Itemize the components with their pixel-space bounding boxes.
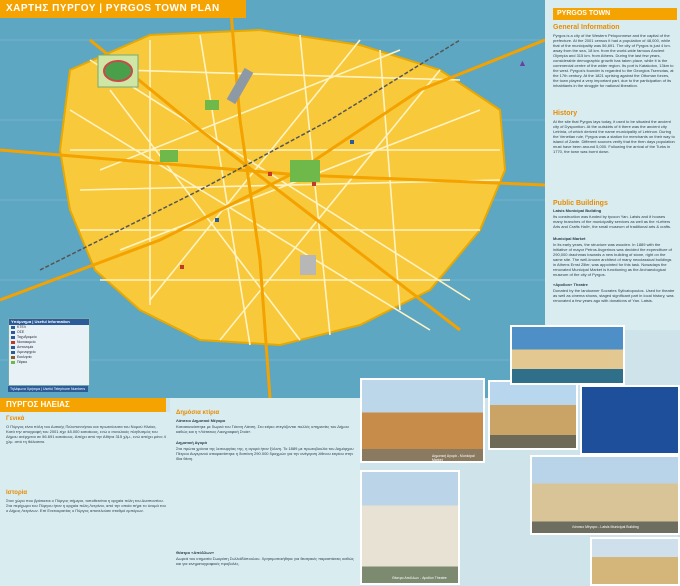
dimosia-sub1: Λάτσειο Δημοτικό Μέγαρο bbox=[176, 418, 226, 423]
genika-title: Γενικά bbox=[6, 416, 25, 422]
dimosia-title: Δημόσια κτίρια bbox=[176, 410, 220, 416]
north-arrow-icon: ▲ bbox=[518, 58, 527, 68]
photo-night-view bbox=[580, 385, 680, 455]
map-legend bbox=[8, 318, 90, 386]
istoria-text: Στον χώρο που βρίσκεται ο Πύργος σήμερα, τοποθετείται η αρχαία πόλη του Δυσποντίου. Στα περίχωρα του Πύργου ήταν η αρχαία πόλη Λετρίνοι, από την οποία πήρε το όνομά του ο Δήμος Λετρίνων. Επί Ενετοκρατίας ο Πύργος αποτελούσε σταθμό εμπόρων. bbox=[6, 498, 166, 513]
photo-apollon-theatre bbox=[360, 470, 460, 585]
market-text: In its early years, the structure was wooden. In 1889 with the initiative of mayor Petros Avgerinos was decided the expenditure of 290,000 drachmas towards a new building of stone, right on the same site. The well-known architect of many neoclassical buildings in Athens Ernst Ziller, was appointed for this task. Nowadays the renovated Municipal Market is functioning as the Archaeological museum of the city of Pyrgos. bbox=[553, 242, 672, 277]
dimosia-sub2: Δημοτική Αγορά bbox=[176, 440, 207, 445]
dimosia-text3: Δωρεά του κτηματία Σωκράτη Συλλαϊδόπουλου. Χρησιμοποιήθηκε για θεατρικές παραστάσεις καθώς και για κινηματογραφικές προβολές. bbox=[176, 556, 354, 566]
photo-caption: Θέατρο Απόλλων - Apollon Theatre bbox=[392, 576, 447, 580]
photo-municipal-market bbox=[360, 378, 485, 463]
photo-town-view bbox=[510, 325, 625, 385]
hospital-icon bbox=[11, 341, 15, 344]
map-title: ΧΑΡΤΗΣ ΠΥΡΓΟΥ | PYRGOS TOWN PLAN bbox=[0, 0, 246, 18]
genika-text: Ο Πύργος είναι πόλη του Δυτικής Πελοποννήσου και πρωτεύουσα του Νομού Ηλείας. Κατά την απογραφή του 2001 είχε 48.000 κατοίκους, ενώ ο συνολικός πληθυσμός του Δήμου ανέρχεται σε 56.691 κατοίκους. Απέχει από την Αθήνα 315 χλμ., ενώ απέχει μόνο 4 χλμ. από τη θάλασσα. bbox=[6, 424, 166, 444]
apollon-text: Donated by the landowner Socrates Sylivatopoulos. Used for theatre as well as cinema shows, staged significant part in local history, was renovated a few years ago with donations of Yan. Latsis. bbox=[553, 288, 675, 303]
legend-header: Υπόμνημα | Useful Information bbox=[9, 319, 89, 325]
photo-building-6 bbox=[590, 537, 680, 586]
telephone-box bbox=[8, 386, 88, 396]
latsis-subtitle: Latsis Municipal Building bbox=[553, 208, 602, 213]
post-icon bbox=[11, 336, 15, 339]
history-text: At the site that Pyrgos lays today, it used to be situated the ancient city of Dyspontion. At the outskirts of it there was the ancient city Letrinia, of which derived the name municipality of Letrinon. During the Venetian rule, Pyrgos was a station for merchants on their way to island of Zante. Different sources verify that the then days population must have been around 5,000. Following the arrival of the Turks in 1770, the town was burnt down. bbox=[553, 119, 675, 154]
port-icon bbox=[11, 351, 15, 354]
church-icon bbox=[11, 356, 15, 359]
dimosia-text1: Κατασκευάστηκε με δωρεά του Γιάννη Λάτση. Στο κτίριο στεγάζονται πολλές υπηρεσίες του Δήμου καθώς και η «Λάτσειος Λαογραφική Στοά». bbox=[176, 424, 349, 434]
photo-caption: Λάτσειο Μέγαρο - Latsis Municipal Building bbox=[572, 525, 639, 529]
legend-item: Λιμεναρχείο bbox=[9, 350, 89, 355]
legend-item: Πάρκο bbox=[9, 360, 89, 365]
general-info-title: General Information bbox=[553, 24, 620, 31]
legend-item: Εκκλησία bbox=[9, 355, 89, 360]
legend-item: ΚΤΕΛ bbox=[9, 325, 89, 330]
info-header: PYRGOS TOWN bbox=[553, 8, 677, 20]
apollon-subtitle: «Apollon» Theatre bbox=[553, 282, 588, 287]
photo-caption: Δημοτική Αγορά - Municipal Market bbox=[432, 454, 475, 462]
telephone-header: Τηλέφωνα Χρήσιμα | Useful Telephone Numbers bbox=[8, 386, 88, 392]
bus-icon bbox=[11, 326, 15, 329]
photo-latsis-building bbox=[530, 455, 680, 535]
public-buildings-title: Public Buildings bbox=[553, 200, 608, 207]
train-icon bbox=[11, 331, 15, 334]
photo-building-2 bbox=[488, 380, 578, 450]
latsis-text: Its construction was funded by tycoon Yan. Latsis and it houses many branches of the municipality services as well as the «Letters Arts and Crafts Hall», the small museum of traditional arts & crafts. bbox=[553, 214, 672, 229]
legend-item: Ταχυδρομείο bbox=[9, 335, 89, 340]
bottom-header: ΠΥΡΓΟΣ ΗΛΕΙΑΣ bbox=[0, 398, 166, 412]
dimosia-text2: Στα πρώτα χρόνια της λειτουργίας της, η αγορά ήταν ξύλινη. Το 1889 με πρωτοβουλία του Δημάρχου Πέτρου Αυγερινού αποφασίστηκε η δαπάνη 290.000 δραχμών για την ανέγερση λίθινου κτιρίου στην ίδια θέση. bbox=[176, 446, 354, 461]
dimosia-sub3: Θέατρο «Απόλλων» bbox=[176, 550, 215, 555]
market-subtitle: Municipal Market bbox=[553, 236, 586, 241]
legend-item: ΟΣΕ bbox=[9, 330, 89, 335]
legend-item: Αστυνομία bbox=[9, 345, 89, 350]
park-icon bbox=[11, 361, 15, 364]
history-title: History bbox=[553, 110, 578, 117]
general-info-text: Pyrgos is a city of the Western Peloponnese and the capital of the prefecture. At the 2001 census it had a population of 48,000, while that of the municipality was 56,691. The city of Pyrgos is just 4 km. away from the sea, 18 km. from the world-wide famous Ancient Olympia and 315 km. from Athens. During the last few years, considerable demographic growth has taken place, while it is the commercial centre of the wider region. Its port is Katakolon, 13km to the west. Pyrgos's founder is regarded to the Georgios Tsernotas, at the 17th century. At the 1821 uprising against the Ottoman forces, the town played a very important part, due to the participation of its inhabitants in the struggle for national liberation. bbox=[553, 33, 674, 88]
legend-item: Νοσοκομείο bbox=[9, 340, 89, 345]
police-icon bbox=[11, 346, 15, 349]
istoria-title: Ιστορία bbox=[6, 490, 28, 496]
